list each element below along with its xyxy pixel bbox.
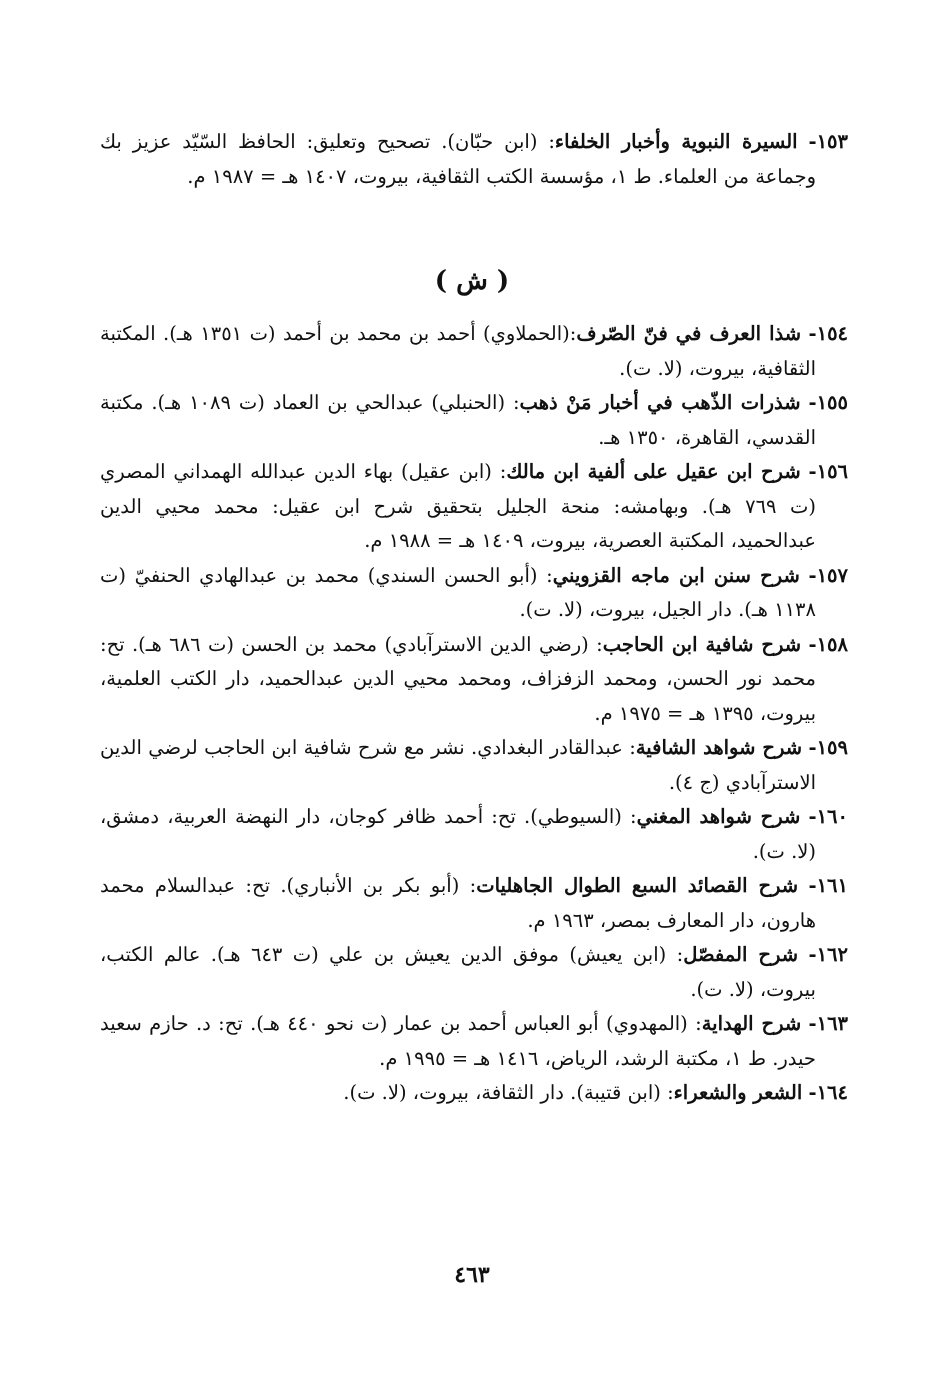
bibliography-entry bbox=[100, 559, 848, 628]
entry-text: : (المهدوي) أبو العباس أحمد بن عمار (ت نحو ٤٤٠ هـ). تح: د. حازم سعيد حيدر. ط ١، مكتبة الرشد، الرياض، ١٤١٦ هـ = ١٩٩٥ م. bbox=[100, 1012, 816, 1070]
entry-title: شرح القصائد السبع الطوال الجاهليات bbox=[476, 874, 799, 897]
entry-text: : (الحنبلي) عبدالحي بن العماد (ت ١٠٨٩ هـ). مكتبة القدسي، القاهرة، ١٣٥٠ هـ. bbox=[100, 391, 816, 449]
entry-number: ١٥٧- bbox=[808, 563, 848, 587]
page-number: ٤٦٣ bbox=[454, 1262, 490, 1288]
entry-title: السيرة النبوية وأخبار الخلفاء bbox=[554, 130, 798, 153]
entry-text: : (أبو الحسن السندي) محمد بن عبدالهادي الحنفيّ (ت ١١٣٨ هـ). دار الجيل، بيروت، (لا. ت). bbox=[100, 563, 816, 621]
entry-text: : عبدالقادر البغدادي. نشر مع شرح شافية ابن الحاجب لرضي الدين الاسترآبادي (ج ٤). bbox=[100, 736, 816, 794]
bibliography-entry bbox=[100, 455, 848, 559]
top-entry-block bbox=[100, 125, 848, 194]
bibliography-entry bbox=[100, 869, 848, 938]
entry-number: ١٥٨- bbox=[808, 632, 848, 656]
entry-number: ١٦٤- bbox=[808, 1081, 848, 1104]
bibliography-entry bbox=[100, 938, 848, 1007]
entry-number: ١٦٠- bbox=[808, 805, 848, 828]
entry-text: : (ابن قتيبة). دار الثقافة، بيروت، (لا. ت). bbox=[343, 1081, 674, 1104]
entry-text: :(الحملاوي) أحمد بن محمد بن أحمد (ت ١٣٥١ هـ). المكتبة الثقافية، بيروت، (لا. ت). bbox=[100, 322, 816, 380]
bibliography-entry bbox=[100, 731, 848, 800]
entry-number: ١٥٩- bbox=[808, 736, 848, 759]
entry-title: شرح ابن عقيل على ألفية ابن مالك bbox=[506, 460, 801, 483]
bibliography-entry bbox=[100, 628, 848, 732]
entry-title: الشعر والشعراء bbox=[673, 1081, 803, 1104]
entry-text: : (ابن حبّان). تصحيح وتعليق: الحافظ السّيّد عزيز بك وجماعة من العلماء. ط ١، مؤسسة الكتب الثقافية، بيروت، ١٤٠٧ هـ = ١٩٨٧ م. bbox=[100, 130, 816, 188]
bibliography-entry bbox=[100, 1076, 848, 1111]
entry-title: شرح المفصّل bbox=[683, 943, 799, 966]
entry-number: ١٥٣- bbox=[808, 130, 848, 153]
entry-text: : (السيوطي). تح: أحمد ظافر كوجان، دار النهضة العربية، دمشق، (لا. ت). bbox=[100, 805, 816, 863]
entry-number: ١٦٢- bbox=[808, 943, 848, 966]
bibliography-entry bbox=[100, 125, 848, 194]
entry-text: : (رضي الدين الاسترآبادي) محمد بن الحسن (ت ٦٨٦ هـ). تح: محمد نور الحسن، ومحمد الزفزاف، ومحمد محيي الدين عبدالحميد، دار الكتب العلمية، بيروت، ١٣٩٥ هـ = ١٩٧٥ م. bbox=[100, 632, 816, 725]
bibliography-entry bbox=[100, 386, 848, 455]
entry-text: : (أبو بكر بن الأنباري). تح: عبدالسلام محمد هارون، دار المعارف بمصر، ١٩٦٣ م. bbox=[100, 874, 816, 932]
entry-title: شذا العرف في فنّ الصّرف bbox=[576, 322, 802, 345]
entry-title: شذرات الذّهب في أخبار مَنْ ذهب bbox=[519, 391, 801, 414]
entry-number: ١٥٥- bbox=[808, 391, 848, 414]
entry-title: شرح سنن ابن ماجه القزويني bbox=[552, 563, 800, 587]
entry-number: ١٦١- bbox=[808, 874, 848, 897]
entry-text: : (ابن عقيل) بهاء الدين عبدالله الهمداني المصري (ت ٧٦٩ هـ). وبهامشه: منحة الجليل بتحقيق شرح ابن عقيل: محمد محيي الدين عبدالحميد، المكتبة العصرية، بيروت، ١٤٠٩ هـ = ١٩٨٨ م. bbox=[100, 460, 816, 552]
entry-title: شرح شافية ابن الحاجب bbox=[602, 632, 802, 656]
entries-block bbox=[100, 317, 848, 1111]
entry-number: ١٥٦- bbox=[808, 460, 849, 483]
bibliography-entry bbox=[100, 1007, 848, 1076]
entry-title: شرح شواهد المغني bbox=[636, 805, 801, 828]
entry-title: شرح شواهد الشافية bbox=[635, 736, 803, 759]
bibliography-entry bbox=[100, 317, 848, 386]
entry-text: : (ابن يعيش) موفق الدين يعيش بن علي (ت ٦٤٣ هـ). عالم الكتب، بيروت، (لا. ت). bbox=[100, 943, 816, 1001]
section-heading: ( ش ) bbox=[434, 266, 510, 296]
entry-title: شرح الهداية bbox=[701, 1012, 802, 1035]
entry-number: ١٥٤- bbox=[808, 322, 849, 345]
entry-number: ١٦٣- bbox=[808, 1012, 849, 1035]
bibliography-entry bbox=[100, 800, 848, 869]
